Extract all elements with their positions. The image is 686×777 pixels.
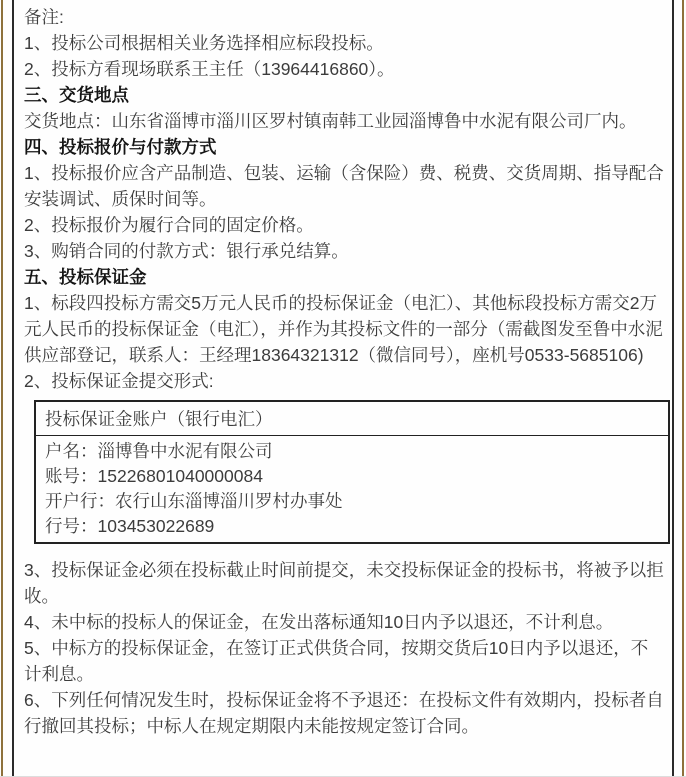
delivery-location-text: 交货地点：山东省淄博市淄川区罗村镇南韩工业园淄博鲁中水泥有限公司厂内。 [24,111,637,131]
deposit-account-table [34,400,670,544]
section-heading-bid-deposit: 五、投标保证金 [24,267,147,287]
bid-deposit-rule-item: 6、下列任何情况发生时，投标保证金将不予退还：在投标文件有效期内，投标者自行撤回其投标；中标人在规定期限内未能按规定签订合同。 [24,690,664,736]
remark-item: 2、投标方看现场联系王主任（13964416860）。 [24,59,395,79]
remark-item: 1、投标公司根据相关业务选择相应标段投标。 [24,33,384,53]
account-holder-row: 户名：淄博鲁中水泥有限公司 [45,441,273,461]
bid-deposit-rule-item: 3、投标保证金必须在投标截止时间前提交，未交投标保证金的投标书，将被予以拒收。 [24,560,664,606]
remark-label: 备注: [24,7,64,27]
bid-deposit-form-item: 2、投标保证金提交形式: [24,371,214,391]
bid-deposit-rule-item: 4、未中标的投标人的保证金，在发出落标通知10日内予以退还，不计利息。 [24,612,614,632]
bid-price-item: 3、购销合同的付款方式：银行承兑结算。 [24,241,349,261]
bank-code-row: 行号：103453022689 [45,516,215,536]
section-heading-delivery-location: 三、交货地点 [24,85,129,105]
bank-branch-row: 开户行：农行山东淄博淄川罗村办事处 [45,491,343,511]
account-number-row: 账号：15226801040000084 [45,466,263,486]
bid-price-item: 2、投标报价为履行合同的固定价格。 [24,215,314,235]
outer-accent-border-right [682,0,684,777]
notice-content-panel [12,0,674,777]
bid-price-item: 1、投标报价应含产品制造、包装、运输（含保险）费、税费、交货周期、指导配合安装调试、质保时间等。 [24,163,664,209]
deposit-account-table-body [36,436,668,542]
deposit-account-table-header: 投标保证金账户（银行电汇） [36,402,668,436]
bid-deposit-rule-item: 5、中标方的投标保证金，在签订正式供货合同，按期交货后10日内予以退还，不计利息。 [24,638,649,684]
section-heading-bid-price-payment: 四、投标报价与付款方式 [24,137,217,157]
outer-accent-border-left [1,0,3,777]
bid-deposit-amount-item: 1、标段四投标方需交5万元人民币的投标保证金（电汇）、其他标段投标方需交2万元人民币的投标保证金（电汇），并作为其投标文件的一部分（需截图发至鲁中水泥供应部登记，联系人：王经理18364321312（微信同号），座机号0533-5685106) [24,293,663,365]
